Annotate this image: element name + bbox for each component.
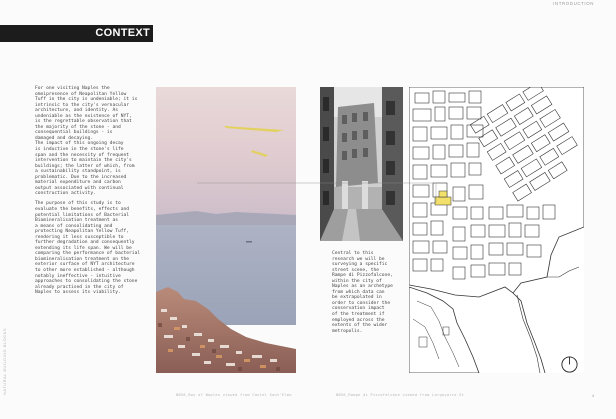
body-paragraph-2: The purpose of this study is to evaluate the benefits, effects and potential limitations of Bacterial Biomineralisation treatment as a means of consolidating and protecting Neapolitan Yellow Tuff, rendering it less susceptible to further degradation and consequently extending its life span. We will be comparing the performance of bacterial biomineralisation treatment on the exterior surface of NYT architecture to other more established - although notably ineffective - intuitive approaches to consolidating the stone already practised in the city of Naples to assess its viability. <box>35 201 141 296</box>
body-text-column <box>35 86 153 300</box>
city-map <box>409 87 584 373</box>
caption-bay-of-naples: NB56_Bay of Naples viewed from Castel Sant'Elmo <box>176 393 292 397</box>
side-text: Central to this research we will be surveying a specific street scene, the Rampe di Pizzofalcone, within the city of Naples as an archetype from which data can be extrapolated in order to consider the conservation impact of the treatment if employed across the extents of the wider metropolis. <box>332 251 393 334</box>
title-bar <box>0 25 153 42</box>
page-number: 4 <box>591 393 594 398</box>
body-paragraph-1: For one visiting Naples the omnipresence of Neapolitan Yellow Tuff in the city is undeniable; it is intrinsic to the city's vernacular architecture, and identity. As undeniable as the existence of NYT, is the regrettable observation that the majority of the stone - and consequential buildings - is damaged and decaying. The impact of this ongoing decay is inductive in the stone's life span and the necessity of frequent intervention to maintain the city's buildings; the latter of which, from a sustainability standpoint, is problematic. Due to the increased material expenditure and carbon output associated with continual construction activity. <box>35 86 138 197</box>
page-title: CONTEXT <box>95 27 150 39</box>
caption-rampe: NB56_Rampe di Pizzofalcone viewed from Largovarro St <box>336 393 465 397</box>
north-arrow-icon <box>561 356 578 373</box>
section-label: INTRODUCTION <box>553 1 594 6</box>
rampe-di-pizzofalcone-photo <box>320 87 403 241</box>
bay-of-naples-photo <box>156 87 296 373</box>
side-credit: NATURAL BUILDING BLOCKS <box>2 327 7 395</box>
